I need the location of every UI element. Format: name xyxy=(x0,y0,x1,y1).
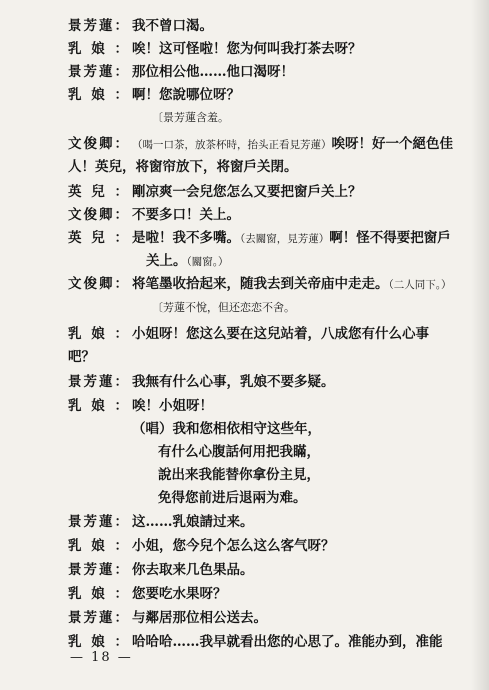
line-text: 啊！您說哪位呀？ xyxy=(132,87,240,103)
verse-line: 免得您前进后退兩为难。 xyxy=(158,490,307,506)
dialogue-text xyxy=(132,370,335,394)
script-line xyxy=(0,37,489,61)
stage-direction: （喝一口茶，放茶杯時，抬头正看見芳蓮） xyxy=(132,139,332,151)
line-text: 你去取来几色果品。 xyxy=(132,562,254,578)
speaker-name: 景 芳 蓮 ： xyxy=(68,610,128,626)
speaker-name: 景 芳 蓮 ： xyxy=(68,374,128,390)
speaker-name: 乳 娘 ： xyxy=(68,87,128,103)
dialogue-text xyxy=(132,132,453,157)
script-line xyxy=(0,558,489,582)
script-line xyxy=(0,226,489,250)
dialogue-text xyxy=(132,180,362,204)
line-text: 唉！这可怪啦！您为何叫我打茶去呀？ xyxy=(132,41,362,57)
script-line xyxy=(0,486,489,510)
line-text: 将笔墨收拾起来，随我去到关帝庙中走走。 xyxy=(132,276,389,292)
line-text: 小姐，您今兒个怎么这么客气呀？ xyxy=(132,538,335,554)
line-text: 关上。 xyxy=(146,253,187,269)
dialogue-text xyxy=(132,582,227,606)
script-line xyxy=(0,180,489,204)
script-line xyxy=(0,106,489,130)
script-line xyxy=(0,534,489,558)
script-line xyxy=(0,394,489,418)
speaker-name: 景 芳 蓮 ： xyxy=(68,64,128,80)
dialogue-text xyxy=(132,203,240,227)
script-line xyxy=(0,510,489,534)
dialogue-text xyxy=(132,558,254,582)
stage-direction: 〔芳蓮不悅，但还恋恋不舍。 xyxy=(152,301,295,314)
script-line xyxy=(0,345,489,369)
speaker-name: 乳 娘 ： xyxy=(68,634,128,650)
stage-direction: （二人同下。） xyxy=(388,279,452,291)
speaker-name: 乳 娘 ： xyxy=(68,41,128,57)
dialogue-text xyxy=(132,14,213,38)
speaker-name: 乳 娘 ： xyxy=(68,398,128,414)
speaker-name: 景 芳 蓮 ： xyxy=(68,514,128,530)
line-text: 小姐呀！您这么要在这兒站着，八成您有什么心事 xyxy=(132,326,429,342)
line-text: 我無有什么心事，乳娘不要多疑。 xyxy=(132,374,335,390)
speaker-name: 英 兒 ： xyxy=(68,230,128,246)
speaker-name: 乳 娘 ： xyxy=(68,538,128,554)
continuation-text: 人！英兒，将窗帘放下，将窗戶关閉。 xyxy=(68,159,298,175)
dialogue-text xyxy=(132,83,240,107)
line-text: 唉呀！好一个絕色佳 xyxy=(331,136,453,152)
dialogue-text xyxy=(132,226,451,251)
line-text: 这……乳娘請过来。 xyxy=(132,514,254,530)
script-line xyxy=(0,296,489,320)
dialogue-text xyxy=(132,630,443,654)
line-text: 啊！怪不得要把窗戶 xyxy=(329,230,451,246)
dialogue-text xyxy=(132,606,267,630)
continuation-text xyxy=(146,249,229,274)
line-text: 哈哈哈……我早就看出您的心思了。准能办到，准能 xyxy=(132,634,443,650)
line-text: 那位相公他……他口渴呀！ xyxy=(132,64,294,80)
dialogue-text xyxy=(132,37,362,61)
script-line xyxy=(0,203,489,227)
script-line xyxy=(0,370,489,394)
speaker-name: 景 芳 蓮 ： xyxy=(68,562,128,578)
script-line xyxy=(0,14,489,38)
stage-direction: （去關窗，見芳蓮） xyxy=(240,233,330,245)
speaker-name: 乳 娘 ： xyxy=(68,326,128,342)
line-text: 我不曾口渴。 xyxy=(132,18,213,34)
dialogue-text xyxy=(132,394,213,418)
speaker-name: 文 俊 卿 ： xyxy=(68,207,128,223)
verse-line: 說出来我能替你拿份主見， xyxy=(158,467,320,483)
script-line xyxy=(0,606,489,630)
page-number: — 18 — xyxy=(70,650,133,665)
speaker-name: 景 芳 蓮 ： xyxy=(68,18,128,34)
dialogue-text xyxy=(132,60,294,84)
verse-line: 有什么心腹話何用把我瞞， xyxy=(158,444,320,460)
script-line xyxy=(0,132,489,156)
script-line xyxy=(0,83,489,107)
continuation-text: 吧？ xyxy=(68,349,95,365)
dialogue-text xyxy=(132,322,429,346)
dialogue-text xyxy=(132,510,254,534)
script-line xyxy=(0,582,489,606)
script-line xyxy=(0,272,489,296)
speaker-name: 文 俊 卿 ： xyxy=(68,276,128,292)
script-line xyxy=(0,155,489,179)
line-text: 您要吃水果呀？ xyxy=(132,586,227,602)
dialogue-text xyxy=(132,272,452,297)
sung-line: （唱）我和您相依相守这些年， xyxy=(132,421,321,437)
stage-direction: 〔景芳蓮含羞。 xyxy=(152,111,229,124)
script-line xyxy=(0,322,489,346)
script-line xyxy=(0,463,489,487)
line-text: 不要多口！关上。 xyxy=(132,207,240,223)
dialogue-text xyxy=(132,534,335,558)
script-line xyxy=(0,249,489,273)
speaker-name: 英 兒 ： xyxy=(68,184,128,200)
line-text: 是啦！我不多嘴。 xyxy=(132,230,240,246)
line-text: 与鄰居那位相公送去。 xyxy=(132,610,267,626)
script-line xyxy=(0,60,489,84)
script-line xyxy=(0,417,489,441)
speaker-name: 文 俊 卿 ： xyxy=(68,136,128,152)
line-text: 剛凉爽一会兒您怎么又要把窗戶关上？ xyxy=(132,184,362,200)
line-text: 唉！小姐呀！ xyxy=(132,398,213,414)
speaker-name: 乳 娘 ： xyxy=(68,586,128,602)
stage-direction: （關窗。） xyxy=(186,256,229,268)
script-line xyxy=(0,440,489,464)
